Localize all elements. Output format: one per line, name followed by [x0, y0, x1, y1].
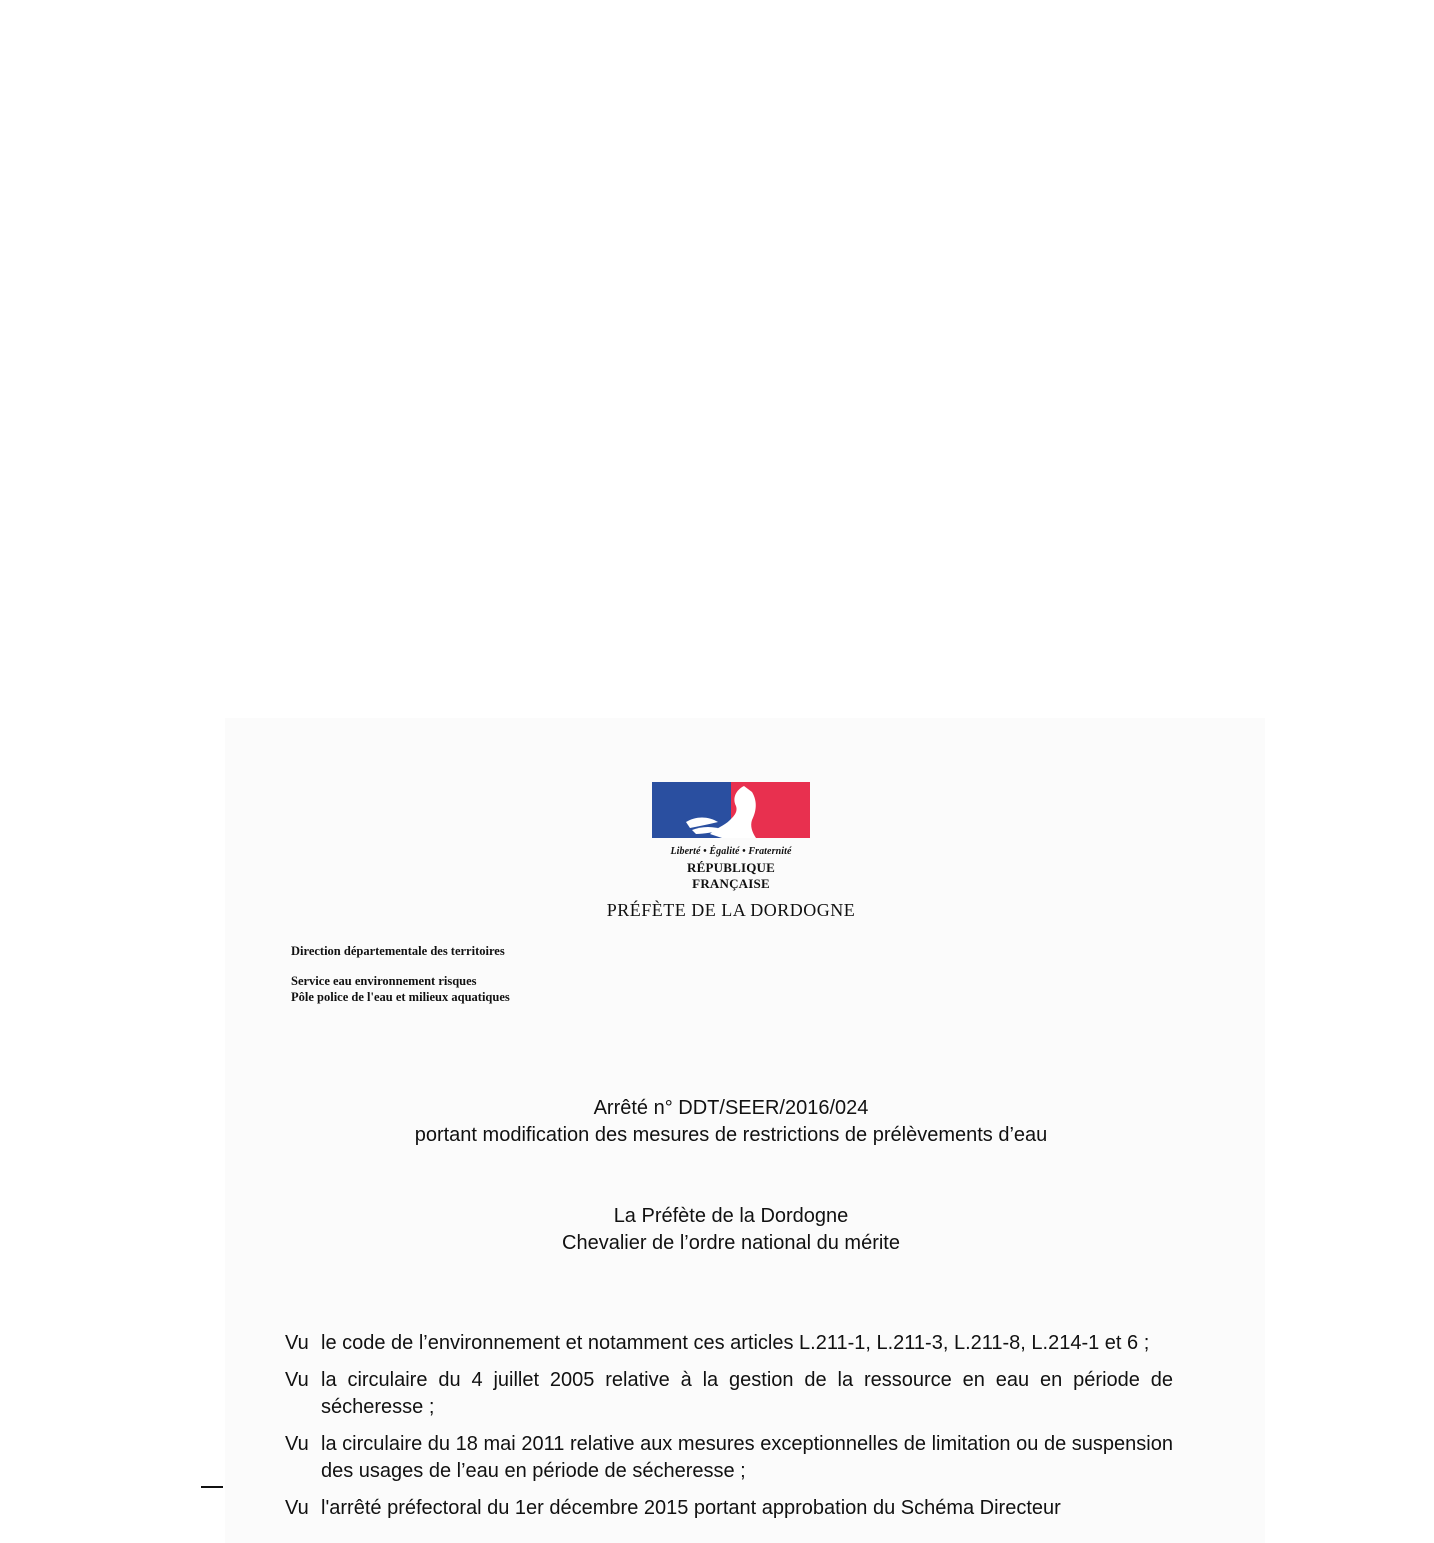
direction-label: Direction départementale des territoires — [291, 944, 505, 958]
motto: Liberté • Égalité • Fraternité — [670, 846, 792, 857]
republique-francaise-logo — [652, 782, 810, 892]
authority-distinction: Chevalier de l’ordre national du mérite — [562, 1232, 900, 1254]
vu-word: Vu — [285, 1332, 309, 1354]
arrete-number: Arrêté n° DDT/SEER/2016/024 — [593, 1097, 869, 1119]
republique-francaise-label: RÉPUBLIQUE FRANÇAISE — [687, 860, 775, 891]
margin-mark — [201, 1486, 223, 1488]
service-label: Service eau environnement risques — [291, 974, 477, 988]
vu-item — [285, 1330, 1173, 1357]
vu-word: Vu — [285, 1369, 309, 1391]
arrete-title — [0, 1095, 1434, 1149]
blank-page-top — [0, 0, 1434, 720]
authority-name: La Préfète de la Dordogne — [613, 1205, 849, 1227]
vu-word: Vu — [285, 1497, 309, 1519]
vu-word: Vu — [285, 1433, 309, 1455]
authority-block — [0, 1203, 1434, 1257]
vu-text: la circulaire du 4 juillet 2005 relative à la gestion de la ressource en eau en période de sécheresse ; — [321, 1369, 1173, 1418]
vu-item — [285, 1431, 1173, 1485]
vu-text: l'arrêté préfectoral du 1er décembre 2015 portant approbation du Schéma Directeur — [321, 1497, 1061, 1519]
prefecture-heading: PRÉFÈTE DE LA DORDOGNE — [606, 900, 856, 920]
vu-item — [285, 1495, 1173, 1522]
vu-item — [285, 1367, 1173, 1421]
vu-text: la circulaire du 18 mai 2011 relative aux mesures exceptionnelles de limitation ou de suspension des usages de l’eau en période de sécheresse ; — [321, 1433, 1173, 1482]
arrete-subject: portant modification des mesures de restrictions de prélèvements d’eau — [414, 1124, 1048, 1146]
vu-list — [285, 1330, 1173, 1532]
marianne-flag-icon — [652, 782, 810, 838]
vu-text: le code de l’environnement et notamment ces articles L.211-1, L.211-3, L.211-8, L.214-1 et 6 ; — [321, 1332, 1150, 1354]
pole-label: Pôle police de l'eau et milieux aquatiques — [291, 990, 510, 1004]
